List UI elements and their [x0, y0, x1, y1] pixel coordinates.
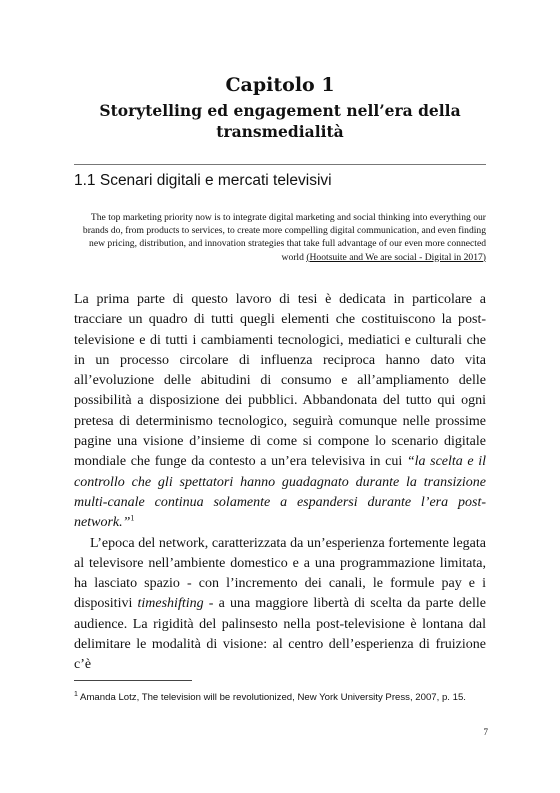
chapter-number: Capitolo 1 — [225, 74, 335, 96]
paragraph-2 — [74, 534, 486, 676]
paragraph-2-text-a: L’epoca del network, caratterizzata da un’esperienza fortemente legata al televisore nell’ambiente domestico e a una programmazione limitata, ha lasciato spazio - con l’incremento dei canali, le formule pay e i dispositivi — [74, 535, 486, 612]
epigraph — [74, 211, 486, 264]
body-text — [74, 290, 486, 676]
epigraph-source: (Hootsuite and We are social - Digital in 2017) — [306, 251, 486, 263]
paragraph-1-text: La prima parte di questo lavoro di tesi è dedicata in particolare a tracciare un quadro di tutti quegli elementi che costituiscono la post-televisione e di tutti i cambiamenti tecnologici, mediatici e culturali che in un processo circolare di influenza reciproca hanno dato vita all’evoluzione delle abitudini di consumo e all’ampliamento delle possibilità a disposizione dei pubblici. Abbandonata del tutto qui ogni pretesa di determinismo tecnologico, seguirà comunque nelle prossime pagine una visione d’insieme di come si compone lo scenario digitale mondiale che funge da contesto a un’era televisiva in cui — [74, 292, 486, 470]
footnote-reference[interactable]: 1 — [130, 513, 135, 523]
paragraph-2-emphasis: timeshifting — [137, 596, 204, 612]
paragraph-2-text-b: - a una maggiore libertà di scelta da parte delle audience. La rigidità del palinsesto nella post-televisione è lontana dal delimitare le modalità di visione: al centro dell’esperienza di fruizione c’è — [74, 596, 486, 673]
footnote-text: Amanda Lotz, The television will be revolutionized, New York University Press, 2007, p. 15. — [77, 692, 466, 704]
section-heading: 1.1 Scenari digitali e mercati televisivi — [74, 172, 332, 189]
epigraph-quote: The top marketing priority now is to integrate digital marketing and social thinking into everything our brands do, from products to services, to create more compelling digital communication, and even finding new pricing, distribution, and innovation strategies that take full advantage of our even more connected world — [82, 212, 486, 263]
paragraph-1-quote: “la scelta e il controllo che gli spettatori hanno guadagnato durante la transizione multi-canale continua solamente a espandersi durante l’era post-network.” — [74, 454, 486, 531]
chapter-title: Storytelling ed engagement nell’era della transmedialità — [99, 101, 461, 141]
page-number: 7 — [483, 727, 488, 737]
footnote — [74, 688, 486, 705]
heading-divider — [74, 164, 486, 165]
paragraph-1 — [74, 290, 486, 534]
footnote-mark: 1 — [74, 691, 78, 698]
footnote-divider — [74, 680, 192, 681]
